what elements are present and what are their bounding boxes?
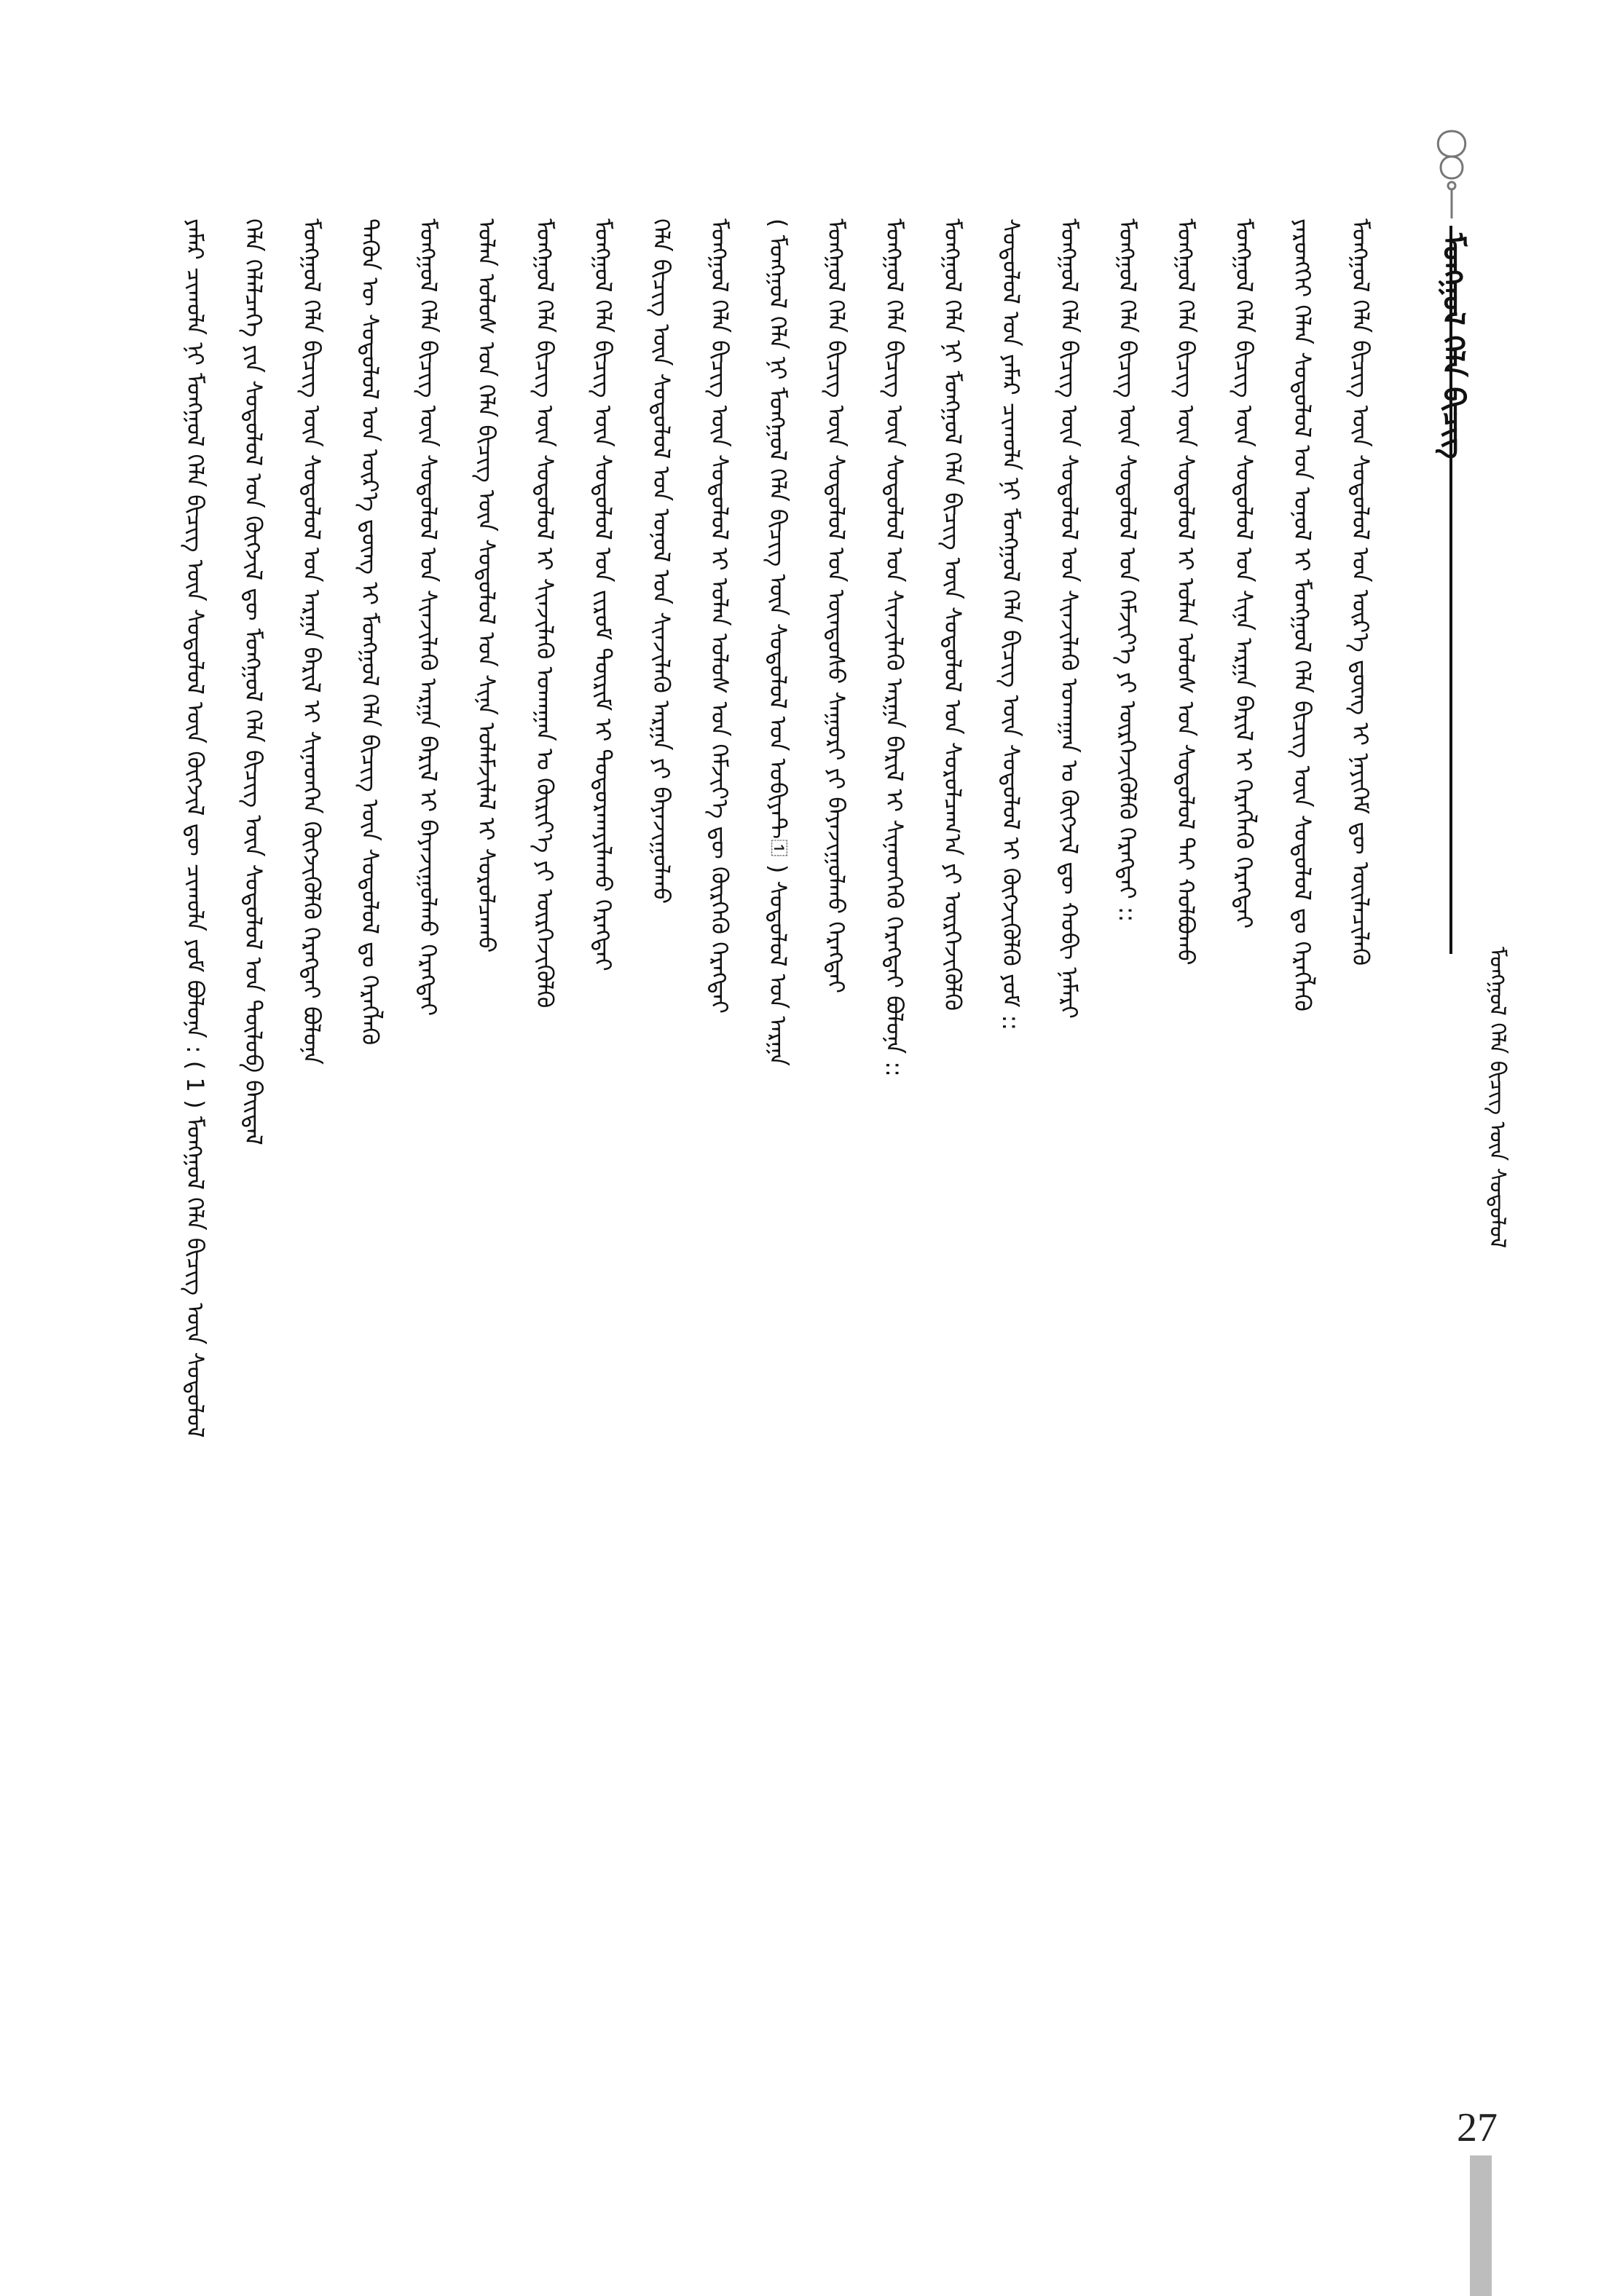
text-column: ᠮᠣᠩᠭᠣᠯ ᠬᠡᠯᠡ ᠪᠢᠴᠢᠭ ᠦᠨ ᠰᠤᠳᠤᠯᠤᠯ ᠢ ᠰᠢᠨᠵᠢᠯᠡᠬᠦ ᠤᠬᠠᠭᠠᠨ ᠤ ᠬᠦᠷᠢᠶ᠎ᠡ ᠶᠢ ᠥᠷᠭᠡᠵᠢᠭᠦᠯᠬᠦ	[531, 218, 559, 1009]
running-header-title: ᠮᠣᠩᠭᠣᠯ ᠬᠡᠯᠡ ᠪᠢᠴᠢᠭ	[1436, 233, 1470, 459]
text-column: ᠮᠣᠩᠭᠣᠯ ᠬᠡᠯᠡ ᠪᠢᠴᠢᠭ ᠦᠨ ᠰᠤᠳᠤᠯᠤᠯ ᠤᠨ ᠦᠨᠳᠦᠰᠦ ᠰᠠᠭᠤᠷᠢ ᠶᠢ ᠪᠠᠶᠠᠵᠢᠭᠤᠯᠬᠤ ᠬᠡᠷᠡᠭᠲᠡᠢ	[822, 218, 850, 993]
text-column: ᠮᠣᠩᠭᠣᠯ ᠬᠡᠯᠡ ᠪᠢᠴᠢᠭ ᠦᠨ ᠰᠤᠳᠤᠯᠤᠯ ᠤᠨ ᠰᠢᠨᠵᠢᠯᠡᠬᠦ ᠠᠷᠭᠠ ᠪᠠᠷᠢᠯ ᠢ ᠰᠢᠨᠡᠳᠬᠡᠬᠦ ᠬᠡᠷᠡᠭᠲᠡᠢ ᠪᠣᠯᠤᠨᠠ ::	[881, 218, 908, 1077]
text-column: ( ᠮᠣᠩᠭᠣᠯ ᠬᠡᠯᠡ ᠨᠢ ᠮᠣᠩᠭᠣᠯ ᠬᠡᠯᠡ ᠪᠢᠴᠢᠭ ᠦᠨ ᠰᠤᠳᠤᠯᠤᠯ ᠤᠨ ᠣᠪᠢᠶᠠᠲ᠋ ) ᠰᠤᠳᠤᠯᠤᠯ ᠤᠨ ᠠᠷᠭᠠ	[764, 218, 792, 1066]
page-edge-tab	[1470, 2155, 1492, 2296]
text-column: ᠮᠣᠩᠭᠣᠯ ᠬᠡᠯᠡ ᠪᠢᠴᠢᠭ ᠦᠨ ᠰᠤᠳᠤᠯᠤᠯ ᠤᠨ ᠵᠢᠷᠤᠮ ᠳᠦᠷᠢᠮ ᠢ ᠲᠣᠳᠣᠷᠬᠠᠶᠢᠯᠠᠬᠤ ᠬᠡᠷᠡᠭᠲᠡᠢ	[589, 218, 617, 971]
text-column: ᠮᠣᠩᠭᠣᠯ ᠬᠡᠯᠡ ᠪᠢᠴᠢᠭ ᠦᠨ ᠰᠤᠳᠤᠯᠤᠯ ᠤᠨ ᠠᠷᠭᠠ ᠪᠠᠷᠢᠯ ᠢ ᠰᠢᠨᠡᠳᠬᠡᠨ ᠬᠥᠭᠵᠢᠭᠦᠯᠬᠦ ᠬᠡᠷᠡᠭᠲᠡᠢ ᠪᠣᠯᠤᠨᠠ	[298, 218, 326, 1065]
running-header-subtitle: ᠮᠣᠩᠭᠣᠯ ᠬᠡᠯᠡ ᠪᠢᠴᠢᠭ ᠦᠨ ᠰᠤᠳᠤᠯᠤᠯ	[1484, 947, 1510, 1249]
text-column: ᠮᠣᠩᠭᠣᠯ ᠬᠡᠯᠡ ᠪᠢᠴᠢᠭ ᠦᠨ ᠰᠤᠳᠤᠯᠤᠯ ᠤᠨ ᠰᠢᠨᠵᠢᠯᠡᠬᠦ ᠤᠬᠠᠭᠠᠨ ᠤ ᠬᠥᠭᠵᠢᠯ ᠳᠦ ᠬᠤᠪᠢ ᠨᠡᠮᠡᠷᠢ	[1055, 218, 1083, 1019]
text-column: ᠮᠣᠩᠭᠣᠯ ᠬᠡᠯᠡ ᠨᠢ ᠮᠣᠩᠭᠣᠯ ᠬᠡᠯᠡ ᠪᠢᠴᠢᠭ ᠦᠨ ᠰᠤᠳᠤᠯᠤᠯ ᠤᠨ ᠰᠤᠷᠤᠯᠴᠠᠭ᠎ᠠ ᠶᠢ ᠥᠷᠭᠡᠵᠢᠭᠦᠯᠬᠦ	[939, 218, 967, 1011]
page-number: 27	[1457, 2105, 1498, 2150]
body-text-columns	[182, 218, 1420, 2112]
text-column: ᠮᠣᠩᠭᠣᠯ ᠬᠡᠯᠡ ᠪᠢᠴᠢᠭ ᠦᠨ ᠰᠤᠳᠤᠯᠤᠯ ᠤᠨ ᠦᠷ᠎ᠡ ᠳ᠋ᠦᠩ ᠢ ᠨᠡᠶᠢᠭᠡᠮ ᠳᠦ ᠦᠢᠯᠡᠴᠢᠯᠡᠬᠦ	[1347, 218, 1374, 966]
scroll-ornament-icon	[1426, 117, 1477, 218]
text-column: ᠰᠤᠳᠤᠯᠤᠯ ᠤᠨ ᠶᠠᠮᠠᠷ ᠴᠢᠬᠤᠯᠠ ᠨᠢ ᠮᠣᠩᠭᠣᠯ ᠬᠡᠯᠡ ᠪᠢᠴᠢᠭ ᠦᠨ ᠰᠤᠳᠤᠯᠤᠯ ᠢ ᠬᠥᠭᠵᠢᠭᠦᠯᠬᠦ ᠶᠤᠮ ::	[997, 218, 1025, 1031]
text-column: ᠬᠡᠯᠡ ᠪᠢᠴᠢᠭ ᠦᠨ ᠰᠤᠳᠤᠯᠤᠯ ᠤᠨ ᠣᠨᠣᠯ ᠤᠨ ᠰᠢᠨᠵᠢᠯᠡᠬᠦ ᠠᠷᠭᠠ ᠶᠢ ᠪᠠᠶᠠᠵᠢᠭᠤᠯᠬᠤ	[648, 218, 675, 904]
text-column: ᠮᠣᠩᠭᠣᠯ ᠬᠡᠯᠡ ᠪᠢᠴᠢᠭ ᠦᠨ ᠰᠤᠳᠤᠯᠤᠯ ᠤᠨ ᠰᠢᠨᠵᠢᠯᠡᠬᠦ ᠠᠷᠭᠠ ᠪᠠᠷᠢᠯ ᠢ ᠪᠠᠶᠠᠵᠢᠭᠤᠯᠬᠤ ᠬᠡᠷᠡᠭᠲᠡᠢ	[414, 218, 442, 1017]
text-column: ᠲᠡᠭᠦᠨ ᠦ ᠰᠤᠳᠤᠯᠤᠯ ᠤᠨ ᠦᠷ᠎ᠡ ᠳ᠋ᠦᠩ ᠢ ᠮᠣᠩᠭᠣᠯ ᠬᠡᠯᠡ ᠪᠢᠴᠢᠭ ᠦᠨ ᠰᠤᠳᠤᠯᠤᠯ ᠳᠤ ᠬᠡᠷᠡᠭᠯᠡᠬᠦ	[356, 218, 384, 1046]
text-column: ᠣᠯᠠᠨ ᠤᠯᠤᠰ ᠤᠨ ᠬᠡᠯᠡ ᠪᠢᠴᠢᠭ ᠦᠨ ᠰᠤᠳᠤᠯᠤᠯ ᠤᠨ ᠰᠢᠨᠡ ᠤᠯᠠᠮᠵᠢᠯᠠᠯ ᠢ ᠰᠤᠷᠤᠯᠴᠠᠬᠤ	[473, 218, 500, 953]
text-column: ᠶᠠᠮᠠᠷ ᠴᠢᠬᠤᠯᠠ ᠨᠢ ᠮᠣᠩᠭᠣᠯ ᠬᠡᠯᠡ ᠪᠢᠴᠢᠭ ᠦᠨ ᠰᠤᠳᠤᠯᠤᠯ ᠦᠨ ᠬᠥᠭᠵᠢᠯ ᠳᠦ ᠴᠢᠬᠤᠯᠠ ᠶᠤᠮ ᠪᠣᠯᠤᠨᠠ : ( 1 ) ᠮᠣᠩᠭᠣᠯ ᠬᠡᠯᠡ ᠪᠢᠴᠢᠭ ᠦᠨ ᠰᠤᠳᠤᠯᠤᠯ	[181, 218, 209, 1438]
text-column: ᠮᠣᠩᠭᠣᠯ ᠬᠡᠯᠡ ᠪᠢᠴᠢᠭ ᠦᠨ ᠰᠤᠳᠤᠯᠤᠯ ᠢ ᠣᠯᠠᠨ ᠤᠯᠤᠰ ᠤᠨ ᠬᠡᠮᠵᠢᠶ᠎ᠡ ᠳᠦ ᠬᠦᠷᠭᠡᠬᠦ ᠬᠡᠷᠡᠭᠲᠡᠢ	[706, 218, 733, 1014]
text-column: ᠬᠡᠯᠡ ᠬᠡᠯᠡᠯᠴᠡᠭᠡ ᠶᠢᠨ ᠰᠤᠳᠤᠯᠤᠯ ᠤᠨ ᠬᠥᠭᠵᠢᠯ ᠳᠦ ᠮᠣᠩᠭᠣᠯ ᠬᠡᠯᠡ ᠪᠢᠴᠢᠭ ᠦᠨ ᠰᠤᠳᠤᠯᠤᠯ ᠤᠨ ᠲᠥᠯᠥᠪ ᠪᠠᠢᠳᠠᠯ	[240, 218, 267, 1145]
text-column: ᠮᠣᠩᠭᠣᠯ ᠬᠡᠯᠡ ᠪᠢᠴᠢᠭ ᠦᠨ ᠰᠤᠳᠤᠯᠤᠯ ᠤᠨ ᠬᠡᠮᠵᠢᠶ᠎ᠡ ᠶᠢ ᠥᠷᠭᠡᠵᠢᠭᠦᠯᠬᠦ ᠬᠡᠷᠡᠭᠲᠡᠢ ::	[1114, 218, 1141, 923]
text-column: ᠮᠣᠩᠭᠣᠯ ᠬᠡᠯᠡ ᠪᠢᠴᠢᠭ ᠦᠨ ᠰᠤᠳᠤᠯᠤᠯ ᠤᠨ ᠰᠢᠨᠡ ᠠᠷᠭᠠ ᠪᠠᠷᠢᠯ ᠢ ᠬᠡᠷᠡᠭᠯᠡᠬᠦ ᠬᠡᠷᠡᠭᠲᠡᠢ	[1230, 218, 1258, 929]
text-column: ᠶᠡᠷᠦᠩᠬᠡᠢ ᠬᠡᠯᠡᠨ ᠰᠤᠳᠤᠯᠤᠯ ᠤᠨ ᠣᠨᠣᠯ ᠢ ᠮᠣᠩᠭᠣᠯ ᠬᠡᠯᠡ ᠪᠢᠴᠢᠭ ᠦᠨ ᠰᠤᠳᠤᠯᠤᠯ ᠳᠤ ᠬᠡᠷᠡᠭᠯᠡᠬᠦ	[1289, 218, 1316, 1011]
text-column: ᠮᠣᠩᠭᠣᠯ ᠬᠡᠯᠡ ᠪᠢᠴᠢᠭ ᠦᠨ ᠰᠤᠳᠤᠯᠤᠯ ᠢ ᠣᠯᠠᠨ ᠤᠯᠤᠰ ᠤᠨ ᠰᠤᠳᠤᠯᠤᠯ ᠲᠠᠢ ᠬᠣᠯᠪᠣᠬᠤ	[1172, 218, 1200, 966]
